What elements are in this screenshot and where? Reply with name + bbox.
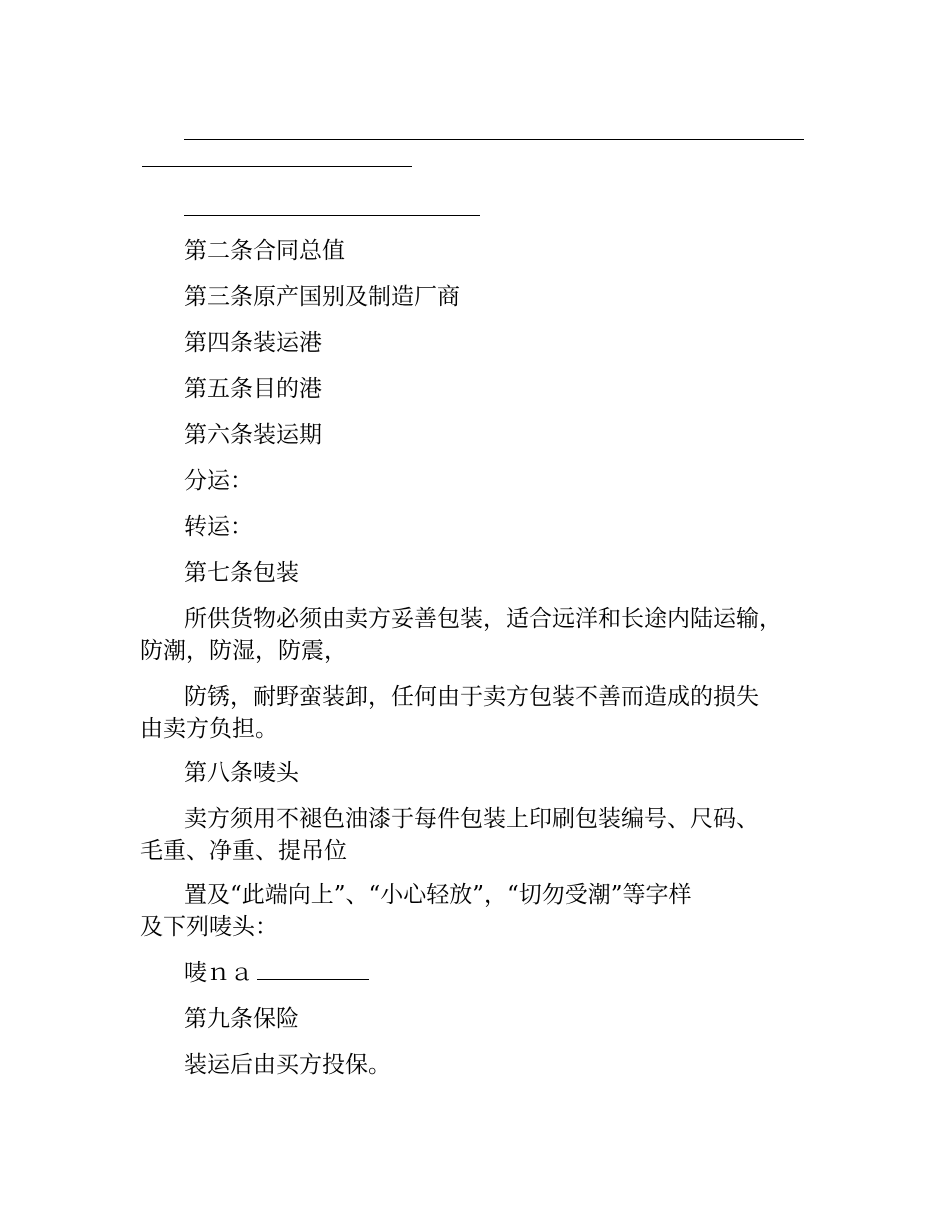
marks-text-line-4: 及下列唛头： [140, 914, 278, 940]
article-4-heading: 第四条装运港 [184, 330, 322, 356]
transshipment-label: 转运： [184, 514, 253, 540]
marks-text-line-3: 置及“此端向上”、“小心轻放”，“切勿受潮”等字样 [184, 882, 692, 908]
packing-text-line-4: 由卖方负担。 [140, 716, 278, 742]
blank-line-3 [184, 215, 480, 216]
partial-shipment-label: 分运： [184, 468, 253, 494]
blank-line-1 [184, 139, 804, 140]
article-6-heading: 第六条装运期 [184, 422, 322, 448]
shipping-mark-row [140, 950, 820, 996]
article-5-heading: 第五条目的港 [184, 376, 322, 402]
marks-text-line-2: 毛重、净重、提吊位 [140, 838, 347, 864]
article-2-heading: 第二条合同总值 [184, 238, 345, 264]
article-8-heading: 第八条唛头 [184, 760, 299, 786]
packing-text-line-2: 防潮，防湿，防震， [140, 638, 347, 664]
packing-text-line-3: 防锈，耐野蛮装卸，任何由于卖方包装不善而造成的损失 [184, 684, 759, 710]
blank-line-2 [142, 166, 412, 167]
article-9-heading: 第九条保险 [184, 1006, 299, 1032]
marks-text-line-1: 卖方须用不褪色油漆于每件包装上印刷包装编号、尺码、 [184, 806, 759, 832]
shipping-mark-label: 唛ｎａ [184, 960, 253, 986]
article-7-heading: 第七条包装 [184, 560, 299, 586]
packing-text-line-1: 所供货物必须由卖方妥善包装，适合远洋和长途内陆运输， [184, 606, 782, 632]
insurance-text: 装运后由买方投保。 [184, 1052, 391, 1078]
shipping-mark-blank [257, 961, 369, 980]
article-3-heading: 第三条原产国别及制造厂商 [184, 284, 460, 310]
